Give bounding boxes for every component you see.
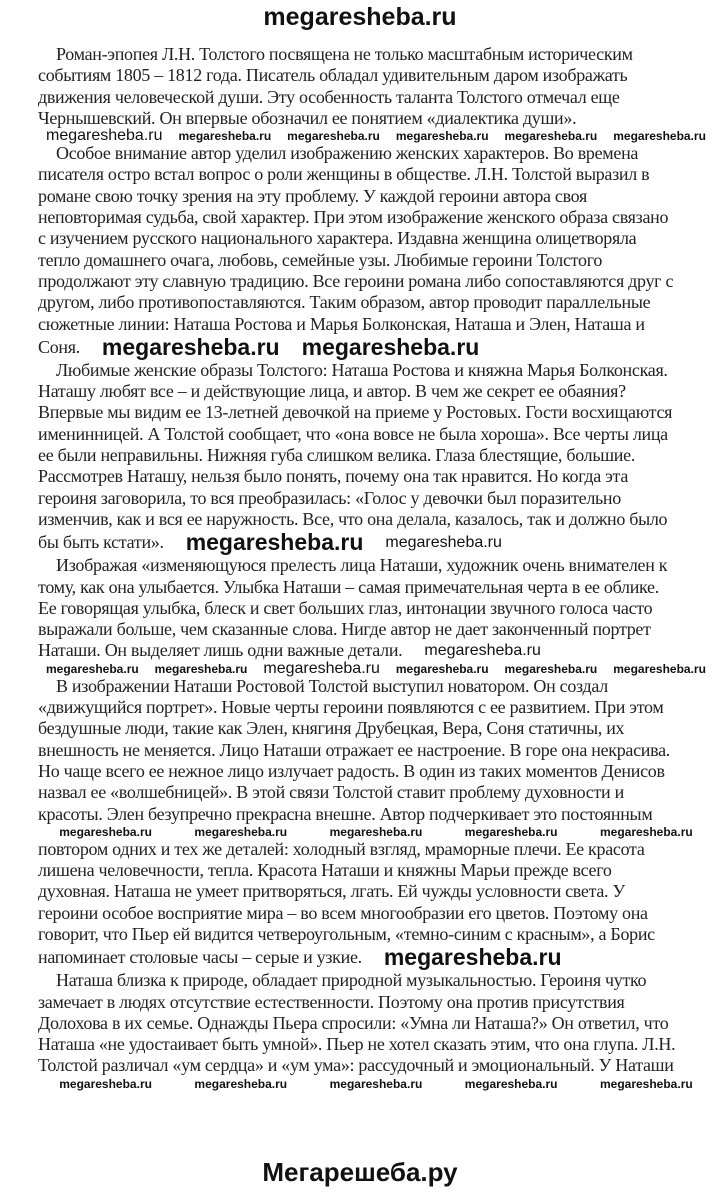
text-line-content: Изображая «изменяющуюся прелесть лица Наташи, художник очень внимателен к (56, 555, 668, 576)
text-line-content: героини особое восприятие мира – во всем многообразии его цветов. Поэтому она (38, 902, 648, 923)
text-line-content: Наташу любят все – и действующие лица, и автор. В чем же секрет ее обаяния? (38, 381, 626, 402)
text-line (38, 924, 714, 945)
text-line-content: неповторимая судьба, свой характер. При этом изображение женского образа связано (38, 207, 669, 228)
text-line-content: Наташа «не удостаивает быть умной». Пьер не хотел сказать этим, что она глупа. Л.Н. (38, 1034, 676, 1055)
watermark: megaresheba.ru (613, 129, 706, 144)
text-line (38, 761, 714, 782)
watermark: megaresheba.ru (599, 824, 693, 839)
text-line (38, 186, 714, 207)
text-line-content: изменчив, как и вся ее наружность. Все, что она делала, казалось, так и должно было (38, 508, 668, 529)
text-line (38, 782, 714, 803)
document-body (38, 44, 714, 1091)
text-line (38, 87, 714, 108)
text-line-content: бы быть кстати». (38, 532, 164, 553)
text-line (38, 314, 714, 335)
text-line-content: внешность не меняется. Лицо Наташи отражает ее настроение. В горе она некрасива. (38, 739, 670, 760)
text-line (38, 718, 714, 739)
text-line (38, 881, 714, 902)
text-line-content: Долохова в их семье. Однажды Пьера спросили: «Умна ли Наташа?» Он ответил, что (38, 1012, 669, 1033)
text-line-content: писателя остро встал вопрос о роли женщины в обществе. Л.Н. Толстой выразил в (38, 164, 650, 185)
text-line-content: Любимые женские образы Толстого: Наташа Ростова и княжна Марья Болконская. (56, 359, 668, 380)
text-line-content: Соня. (38, 336, 80, 357)
text-line (38, 1055, 714, 1076)
text-line (38, 697, 714, 718)
watermark: megaresheba.ru (385, 533, 502, 551)
text-line (38, 970, 714, 991)
text-line-content: Особое внимание автор уделил изображению женских характеров. Во времена (56, 143, 639, 164)
text-line (38, 424, 714, 445)
text-line (38, 577, 714, 598)
watermark: megaresheba.ru (395, 661, 489, 676)
text-line (38, 860, 714, 881)
text-line-content: событиям 1805 – 1812 года. Писатель обладал удивительным даром изображать (38, 65, 628, 86)
text-line (38, 804, 714, 825)
paragraph (38, 676, 714, 971)
text-line (38, 1013, 714, 1034)
text-line-content: Рассмотрев Наташу, нельзя было понять, почему она так нравится. Но когда эта (38, 466, 629, 487)
text-line-content: красоты. Элен безупречно прекрасна внешне. Автор подчеркивает это постоянным (38, 803, 653, 824)
text-line-content: тепло домашнего очага, любовь, семейные узы. Любимые героини Толстого (38, 249, 603, 270)
watermark: megaresheba.ru (504, 129, 598, 144)
text-line (38, 740, 714, 761)
text-line-content: выражали больше, чем сказанные слова. Нигде автор не дает законченный портрет (38, 619, 651, 640)
text-line-content: напоминает столовые часы – серые и узкие. (38, 947, 362, 968)
text-line (38, 228, 714, 249)
watermark: megaresheba.ru (329, 824, 423, 839)
text-line-content: замечает в людях отсутствие естественности. Поэтому она против присутствия (38, 991, 625, 1012)
text-line-content: Ее говорящая улыбка, блеск и свет больших глаз, интонации звучного голоса часто (38, 597, 653, 618)
text-line (38, 676, 714, 697)
watermark: megaresheba.ru (504, 661, 598, 676)
text-line (38, 619, 714, 640)
text-line-content: «движущийся портрет». Новые черты героини появляются с ее развитием. При этом (38, 697, 664, 718)
text-line-content: тому, как она улыбается. Улыбка Наташи – самая примечательная черта в ее облике. (38, 576, 659, 597)
watermark: megaresheba.ru (45, 127, 163, 145)
text-line (38, 65, 714, 86)
text-line-content: Наташа близка к природе, обладает природной музыкальностью. Героиня чутко (56, 970, 647, 991)
text-line-content: В изображении Наташи Ростовой Толстой выступил новатором. Он создал (56, 675, 608, 696)
text-line-content: продолжают эту славную традицию. Все героини романа либо сопоставляются друг с (38, 270, 674, 291)
watermark-row (38, 129, 714, 143)
paragraph (38, 555, 714, 675)
watermark: megaresheba.ru (194, 824, 288, 839)
text-line (38, 530, 714, 555)
text-line-content: движения человеческой души. Эту особенность таланта Толстого отмечал еще (38, 86, 620, 107)
watermark: megaresheba.ru (395, 129, 489, 144)
text-line-content: бездушные люди, такие как Элен, княгиня Друбецкая, Вера, Соня статичны, их (38, 718, 625, 739)
watermark: megaresheba.ru (301, 333, 480, 360)
watermark: megaresheba.ru (383, 944, 562, 971)
text-line (38, 164, 714, 185)
watermark-row (38, 659, 714, 677)
text-line-content: повтором одних и тех же деталей: холодный взгляд, мраморные плечи. Ее красота (38, 838, 645, 859)
paragraph (38, 143, 714, 360)
text-line (38, 992, 714, 1013)
text-line-content: лишена человечности, тепла. Красота Наташи и княжны Марьи прежде всего (38, 860, 612, 881)
watermark-row (38, 1077, 714, 1091)
text-line-content: духовная. Наташа не умеет притворяться, лгать. Ей чужды условности света. У (38, 881, 625, 902)
text-line (38, 108, 714, 129)
paragraph (38, 44, 714, 143)
watermark: megaresheba.ru (464, 1076, 558, 1091)
watermark: megaresheba.ru (599, 1076, 693, 1091)
text-line (38, 271, 714, 292)
watermark: megaresheba.ru (59, 824, 152, 839)
text-line (38, 903, 714, 924)
text-line-content: Роман-эпопея Л.Н. Толстого посвящена не только масштабным историческим (56, 44, 633, 64)
paragraph (38, 360, 714, 555)
watermark: megaresheba.ru (185, 529, 364, 556)
text-line (38, 381, 714, 402)
text-line (38, 598, 714, 619)
watermark: megaresheba.ru (287, 129, 380, 144)
text-line (38, 555, 714, 576)
text-line (38, 402, 714, 423)
text-line-content: романе свою точку зрения на эту проблему. У каждой героини автора своя (38, 185, 588, 206)
watermark: megaresheba.ru (194, 1076, 288, 1091)
text-line-content: сюжетные линии: Наташа Ростова и Марья Болконская, Наташа и Элен, Наташа и (38, 313, 645, 334)
watermark: megaresheba.ru (613, 661, 706, 676)
watermark: megaresheba.ru (45, 661, 139, 676)
text-line (38, 488, 714, 509)
text-line (38, 1034, 714, 1055)
text-line-content: Толстой различал «ум сердца» и «ум ума»: рассудочный и эмоциональный. У Наташи (38, 1055, 674, 1076)
text-line-content: Впервые мы видим ее 13-летней девочкой на приеме у Ростовых. Гости восхищаются (38, 402, 673, 423)
text-line-content: героиня заговорила, то вся преобразилась: «Голос у девочки был поразительно (38, 487, 621, 508)
text-line-content: с изучением русского национального характера. Издавна женщина олицетворяла (38, 228, 637, 249)
text-line (38, 292, 714, 313)
site-header: megaresheba.ru (263, 3, 457, 31)
text-line (38, 945, 714, 970)
site-footer: Мегарешеба.ру (262, 1157, 458, 1187)
text-line-content: Чернышевский. Он впервые обозначил ее понятием «диалектика души». (38, 107, 577, 128)
text-line (38, 44, 714, 65)
text-line (38, 640, 714, 661)
text-line (38, 466, 714, 487)
text-line (38, 360, 714, 381)
watermark: megaresheba.ru (329, 1076, 423, 1091)
text-line (38, 445, 714, 466)
text-line-content: говорит, что Пьер ей видится четвероугольным, «темно-синим с красным», а Борис (38, 923, 655, 944)
watermark: megaresheba.ru (154, 661, 248, 676)
text-line (38, 250, 714, 271)
watermark: megaresheba.ru (424, 642, 541, 660)
text-line-content: Наташи. Он выделяет лишь одни важные детали. (38, 640, 403, 661)
text-line (38, 143, 714, 164)
text-line-content: другом, либо противопоставляются. Таким образом, автор проводит параллельные (38, 292, 651, 313)
text-line (38, 839, 714, 860)
text-line (38, 509, 714, 530)
watermark: megaresheba.ru (101, 333, 280, 360)
watermark: megaresheba.ru (464, 824, 558, 839)
text-line (38, 335, 714, 360)
text-line-content: ее были неправильны. Нижняя губа слишком велика. Глаза блестящие, большие. (38, 445, 636, 466)
watermark-row (38, 825, 714, 839)
text-line-content: назвал ее «волшебницей». В этой связи Толстой ставит проблему духовности и (38, 782, 624, 803)
paragraph (38, 970, 714, 1090)
watermark: megaresheba.ru (59, 1076, 152, 1091)
text-line-content: Но чаще всего ее нежное лицо излучает радость. В один из таких моментов Денисов (38, 760, 665, 781)
watermark: megaresheba.ru (263, 659, 380, 677)
text-line-content: именинницей. А Толстой сообщает, что «она вовсе не была хороша». Все черты лица (38, 423, 668, 444)
watermark: megaresheba.ru (178, 129, 272, 144)
text-line (38, 207, 714, 228)
